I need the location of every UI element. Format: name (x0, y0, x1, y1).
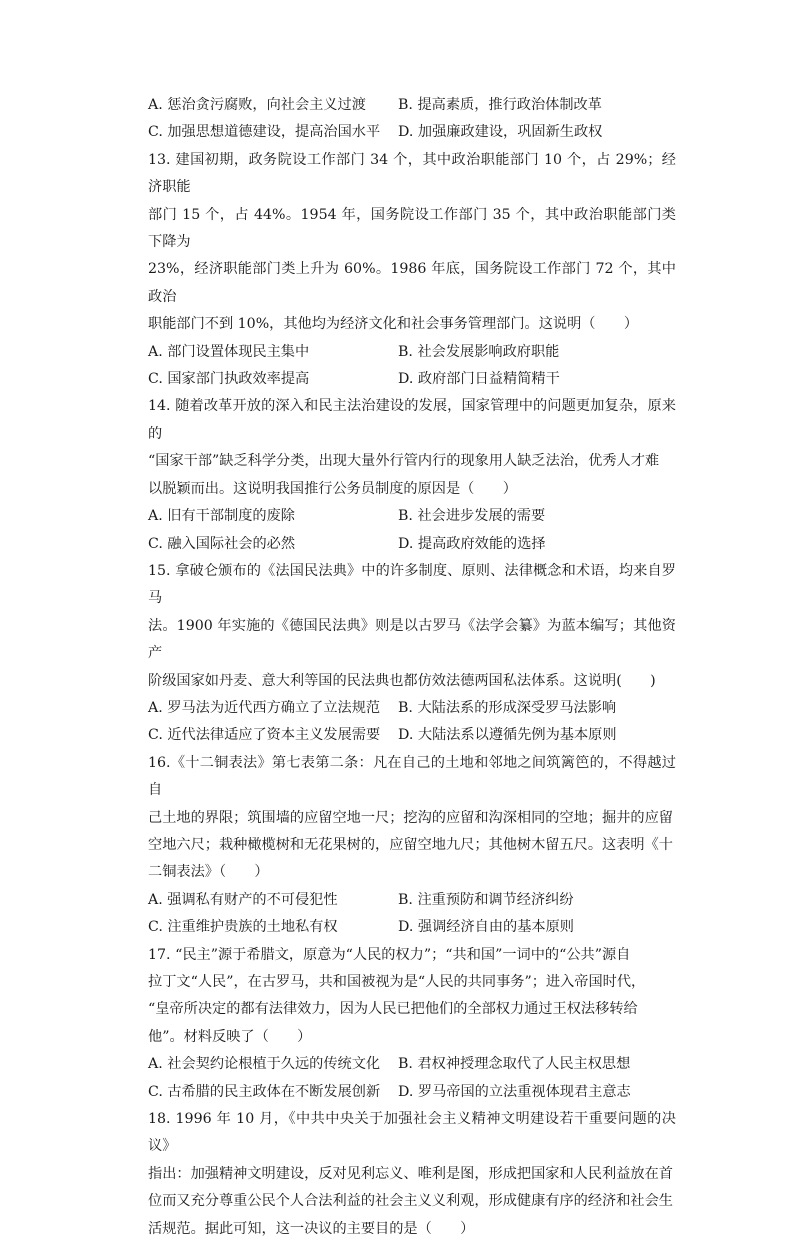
question-stem-line: 13. 建国初期，政务院设工作部门 34 个，其中政治职能部门 10 个，占 29%；经济职能 (148, 151, 676, 196)
option-row (148, 92, 676, 119)
option-a[interactable]: A. 强调私有财产的不可侵犯性 (148, 891, 338, 908)
option-d[interactable]: D. 强调经济自由的基本原则 (398, 919, 574, 936)
option-c[interactable]: C. 加强思想道德建设，提高治国水平 (148, 124, 381, 141)
question-list (148, 92, 676, 1243)
option-c[interactable]: C. 国家部门执政效率提高 (148, 371, 310, 388)
question-stem-line: 14. 随着改革开放的深入和民主法治建设的发展，国家管理中的问题更加复杂，原来的 (148, 398, 676, 442)
question-14 (148, 393, 676, 557)
question-stem-line: 职能部门不到 10%，其他均为经济文化和社会事务管理部门。这说明（ ） (148, 316, 639, 333)
option-row (148, 119, 676, 146)
option-d[interactable]: D. 加强廉政建设，巩固新生政权 (398, 124, 603, 141)
option-row (148, 1051, 676, 1078)
question-stem-line: “国家干部”缺乏科学分类，出现大量外行管内行的现象用人缺乏法治，优秀人才难 (148, 453, 660, 470)
question-stem-line: 16.《十二铜表法》第七表第二条：凡在自己的土地和邻地之间筑篱笆的，不得越过自 (148, 754, 676, 799)
option-row (148, 914, 676, 941)
option-d[interactable]: D. 大陆法系以遵循先例为基本原则 (398, 727, 617, 744)
question-17 (148, 942, 676, 1106)
option-row (148, 887, 676, 914)
option-a[interactable]: A. 惩治贪污腐败，向社会主义过渡 (148, 97, 366, 113)
option-a[interactable]: A. 旧有干部制度的废除 (148, 508, 295, 525)
question-stem-line: 阶级国家如丹麦、意大利等国的民法典也都仿效法德两国私法体系。这说明( ) (148, 672, 656, 689)
option-d[interactable]: D. 罗马帝国的立法重视体现君主意志 (398, 1083, 631, 1100)
question-stem-line: 位而又充分尊重公民个人合法利益的社会主义义利观，形成健康有序的经济和社会生 (148, 1193, 673, 1210)
option-row (148, 1079, 676, 1106)
option-b[interactable]: B. 社会进步发展的需要 (398, 508, 546, 525)
option-c[interactable]: C. 融入国际社会的必然 (148, 535, 296, 552)
option-b[interactable]: B. 君权神授理念取代了人民主权思想 (398, 1056, 631, 1073)
question-stem-line: 二铜表法》（ ） (148, 864, 269, 881)
option-row (148, 366, 676, 393)
option-a[interactable]: A. 罗马法为近代西方确立了立法规范 (148, 699, 381, 716)
option-row (148, 503, 676, 530)
option-c[interactable]: C. 注重维护贵族的土地私有权 (148, 919, 338, 936)
option-row (148, 531, 676, 558)
question-stem-line: 空地六尺；栽种橄榄树和无花果树的，应留空地九尺；其他树木留五尺。这表明《十 (148, 836, 673, 853)
question-stem-line: 23%，经济职能部门类上升为 60%。1986 年底，国务院设工作部门 72 个，其中政治 (148, 261, 676, 305)
question-stem-line: “皇帝所决定的都有法律效力，因为人民已把他们的全部权力通过王权法移转给 (148, 1001, 638, 1018)
question-stem-line: 15. 拿破仑颁布的《法国民法典》中的许多制度、原则、法律概念和术语，均来自罗马 (148, 562, 676, 607)
previous-question-options (148, 92, 676, 147)
option-row (148, 339, 676, 366)
question-stem-line: 17. “民主”源于希腊文，原意为“人民的权力”；“共和国”一词中的“公共”源自 (148, 946, 631, 963)
option-row (148, 695, 676, 722)
question-13 (148, 147, 676, 394)
question-stem-line: 部门 15 个，占 44%。1954 年，国务院设工作部门 35 个，其中政治职能部门类下降为 (148, 206, 676, 251)
option-b[interactable]: B. 社会发展影响政府职能 (398, 343, 560, 360)
question-stem-line: 活规范。据此可知，这一决议的主要目的是（ ） (148, 1220, 475, 1237)
question-15 (148, 558, 676, 750)
option-d[interactable]: D. 提高政府效能的选择 (398, 535, 546, 552)
question-stem-line: 拉丁文“人民”，在古罗马，共和国被视为是“人民的共同事务”；进入帝国时代， (148, 974, 646, 990)
question-stem-line: 18. 1996 年 10 月，《中共中央关于加强社会主义精神文明建设若干重要问题的决议》 (148, 1111, 676, 1155)
question-stem-line: 以脱颖而出。这说明我国推行公务员制度的原因是（ ） (148, 480, 517, 497)
option-c[interactable]: C. 古希腊的民主政体在不断发展创新 (148, 1083, 381, 1100)
question-stem-line: 指出：加强精神文明建设，反对见利忘义、唯利是图，形成把国家和人民利益放在首 (148, 1165, 673, 1182)
option-row (148, 722, 676, 749)
option-d[interactable]: D. 政府部门日益精简精干 (398, 371, 560, 388)
option-b[interactable]: B. 注重预防和调节经济纠纷 (398, 891, 574, 908)
question-16 (148, 750, 676, 942)
option-b[interactable]: B. 大陆法系的形成深受罗马法影响 (398, 699, 617, 716)
option-a[interactable]: A. 社会契约论根植于久远的传统文化 (148, 1056, 381, 1073)
option-c[interactable]: C. 近代法律适应了资本主义发展需要 (148, 727, 381, 744)
question-18 (148, 1106, 676, 1243)
question-stem-line: 法。1900 年实施的《德国民法典》则是以古罗马《法学会纂》为蓝本编写；其他资产 (148, 617, 676, 662)
option-a[interactable]: A. 部门设置体现民主集中 (148, 343, 310, 360)
question-stem-line: 他”。材料反映了（ ） (148, 1028, 312, 1045)
question-stem-line: 己土地的界限；筑围墙的应留空地一尺；挖沟的应留和沟深相同的空地；掘井的应留 (148, 809, 673, 826)
option-b[interactable]: B. 提高素质，推行政治体制改革 (398, 97, 602, 113)
